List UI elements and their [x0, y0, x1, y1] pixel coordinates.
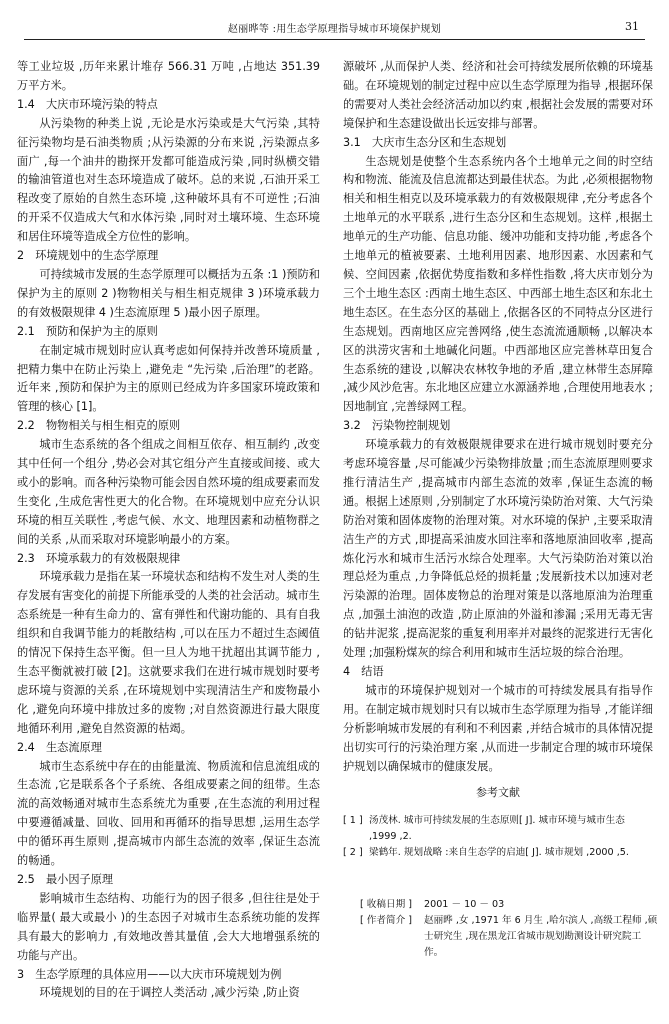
- paragraph: 生态规划是使整个生态系统内各个土地单元之间的时空结构和物流、能流及信息流都达到最佳状态。为此 ,必须根据物物相关和相生相克以及环境承载力的有效极限规律 ,充分考虑各个土地单元的水平联系 ,进行生态分区和生态规划。这样 ,根据土地单元的生产功能、信息功能、缓冲功能和支持功能 ,考虑各个土地单元的植被要素、土地利用因素、地形因素、水因素和气候、空间因素 ,依据优势度指数和多样性指数 ,将大庆市划分为三个土地生态区 :西南土地生态区、中西部土地生态区和东北土地生态区。在生态分区的基础上 ,依据各区的不同特点分区进行生态规划。西南地区应完善网络 ,使生态流流通顺畅 ,以解决本区的洪涝灾害和土地碱化问题。中西部地区应完善林草田复合生态系统的建设 ,以解决农林牧争地的矛盾 ,建立林带生态屏障 ,减少风沙危害。东北地区应建立水源涵养地 ,合理使用地表水 ;因地制宜 ,完善绿网工程。: [343, 154, 653, 414]
- author-value: 赵丽晔 ,女 ,1971 年 6 月生 ,哈尔滨人 ,高级工程师 ,硕士研究生 ,现在黑龙江省城市规划勘测设计研究院工作。: [424, 915, 658, 958]
- reference-text: 梁鹤年. 规划战略 :来自生态学的启迪[ J]. 城市规划 ,2000 ,5.: [369, 847, 629, 859]
- reference-number: [ 2 ]: [343, 847, 363, 859]
- article-info: [360, 897, 660, 961]
- reference-item: [343, 845, 653, 861]
- section-heading: 4 结语: [343, 665, 384, 678]
- section-heading: 3 生态学原理的具体应用——以大庆市环境规划为例: [17, 967, 282, 981]
- paragraph: 等工业垃圾 ,历年来累计堆存 566.31 万吨 ,占地达 351.39 万平方米。: [17, 60, 320, 92]
- received-value: 2001 － 10 － 03: [424, 899, 505, 910]
- received-label: [ 收稿日期 ]: [360, 899, 412, 910]
- section-heading: 2 环境规划中的生态学原理: [17, 249, 159, 263]
- section-heading: 2.3 环境承载力的有效极限规律: [17, 551, 181, 565]
- paragraph: 城市生态系统的各个组成之间相互依存、相互制约 ,改变其中任何一个组分 ,势必会对其它组分产生直接或间接、或大或小的影响。而各种污染物可能会因自然环境的组成要素而发生变化 ,生成危害性更大的化合物。在环境规划中应充分认识环境的相互关联性 ,考虑气候、水文、地理因素和动植物群之间的关系 ,从而采取对环境影响最小的方案。: [17, 438, 320, 546]
- section-heading: 2.1 预防和保护为主的原则: [17, 324, 158, 338]
- section-heading: 3.1 大庆市生态分区和生态规划: [343, 135, 507, 149]
- section-heading: 3.2 污染物控制规划: [343, 419, 451, 433]
- paragraph: 源破坏 ,从而保护人类、经济和社会可持续发展所依赖的环境基础。在环境规划的制定过程中应以生态学原理为指导 ,根据环保的需要对人类社会经济活动加以约束 ,根据社会发展的需要对环境保护和生态建设做出长远安排与部署。: [343, 60, 653, 130]
- section-heading: 2.4 生态流原理: [17, 740, 102, 754]
- paragraph: 从污染物的种类上说 ,无论是水污染或是大气污染 ,其特征污染物均是石油类物质 ;从污染源的分布来说 ,污染源点多面广 ,每一个油井的勘探开发都可能造成污染 ,同时纵横交错的输油管道也对生态环境造成了破坏。总的来说 ,石油开采工程改变了原始的自然生态环境 ,这种破坏具有不可逆性 ;石油的开采不仅造成大气和水体污染 ,同时对土壤环境、生态环境和居住环境等造成全方位性的影响。: [17, 116, 320, 244]
- reference-number: [ 1 ]: [343, 815, 363, 827]
- paragraph: 可持续城市发展的生态学原理可以概括为五条 :1 )预防和保护为主的原则 2 )物物相关与相生相克规律 3 )环境承载力的有效极限规律 4 )生态流原理 5 )最小因子原理。: [17, 267, 320, 319]
- paragraph: 影响城市生态结构、功能行为的因子很多 ,但往往是处于临界量( 最大或最小 )的生态因子对城市生态系统功能的发挥具有最大的影响力 ,有效地改善其量值 ,会大大地增强系统的功能与产出。: [17, 891, 320, 962]
- left-column: [17, 58, 320, 1003]
- paragraph: 在制定城市规划时应认真考虑如何保持并改善环境质量 ,把精力集中在防止污染上 ,避免走 “先污染 ,后治理”的老路。近年来 ,预防和保护为主的原则已经成为许多国家环境政策和管理的核心 [1]。: [17, 343, 320, 414]
- running-title: 赵丽晔等 :用生态学原理指导城市环境保护规划: [227, 24, 442, 35]
- paragraph: 环境承载力的有效极限规律要求在进行城市规划时要充分考虑环境容量 ,尽可能减少污染物排放量 ;而生态流原理则要求推行清洁生产 ,提高城市内部生态流的效率 ,保证生态流的畅通。根据上述原则 ,分别制定了水环境污染防治对策、大气污染防治对策和固体废物的治理对策。对水环境的保护 ,主要采取清洁生产的方式 ,即提高采油废水回注率和落地原油回收率 ,提高炼化污水和城市生活污水综合处理率。大气污染防治对策以治理总烃为重点 ,力争降低总烃的损耗量 ;发展新技术以加速对老污染源的治理。固体废物总的治理对策是以落地原油为治理重点 ,加强土油泡的改造 ,防止原油的外溢和渗漏 ;采用无毒无害的钻井泥浆 ,提高泥浆的重复利用率并对最终的泥浆进行无害化处理 ;加强粉煤灰的综合利用和城市生活垃圾的综合治理。: [343, 438, 653, 660]
- author-bio-row: [360, 913, 660, 961]
- section-heading: 2.5 最小因子原理: [17, 872, 114, 886]
- references-heading: 参考文献: [476, 786, 520, 800]
- page-number: 31: [625, 20, 639, 33]
- section-heading: 2.2 物物相关与相生相克的原则: [17, 419, 181, 433]
- running-header: [24, 17, 645, 40]
- right-column: [343, 58, 653, 861]
- reference-item: [343, 813, 653, 845]
- paragraph: 环境规划的目的在于调控人类活动 ,减少污染 ,防止资: [39, 986, 300, 1000]
- author-label: [ 作者简介 ]: [360, 915, 412, 926]
- paragraph: 城市生态系统中存在的由能量流、物质流和信息流组成的生态流 ,它是联系各个子系统、各组成要素之间的纽带。生态流的高效畅通对城市生态系统尤为重要 ,在生态流的利用过程中要遵循减量、回收、回用和再循环的指导思想 ,运用生态学中的循环再生原则 ,提高城市内部生态流的效率 ,保证生态流的畅通。: [17, 759, 320, 868]
- section-heading: 1.4 大庆市环境污染的特点: [17, 97, 158, 111]
- received-date-row: [360, 897, 660, 913]
- paragraph: 环境承载力是指在某一环境状态和结构不发生对人类的生存发展有害变化的前提下所能承受的人类的社会活动。城市生态系统是一种有生命力的、富有弹性和代谢功能的、具有自我组织和自我调节能力的耗散结构 ,可以在压力不超过生态阈值的情况下保持生态平衡。但一旦人为地干扰超出其调节能力 ,生态平衡就被打破 [2]。这就要求我们在进行城市规划时要考虑环境与资源的关系 ,在环境规划中实现清洁生产和废物最小化 ,避免向环境中排放过多的废物 ;对自然资源进行最大限度地循环利用 ,避免自然资源的枯竭。: [17, 570, 320, 735]
- paragraph: 城市的环境保护规划对一个城市的可持续发展具有指导作用。在制定城市规划时只有以城市生态学原理为指导 ,才能详细分析影响城市发展的有利和不利因素 ,并结合城市的具体情况提出切实可行的污染治理方案 ,从而进一步制定合理的城市环境保护规划以确保城市的健康发展。: [343, 683, 653, 773]
- reference-text: 汤茂林. 城市可持续发展的生态原则[ J]. 城市环境与城市生态 ,1999 ,2.: [369, 815, 625, 843]
